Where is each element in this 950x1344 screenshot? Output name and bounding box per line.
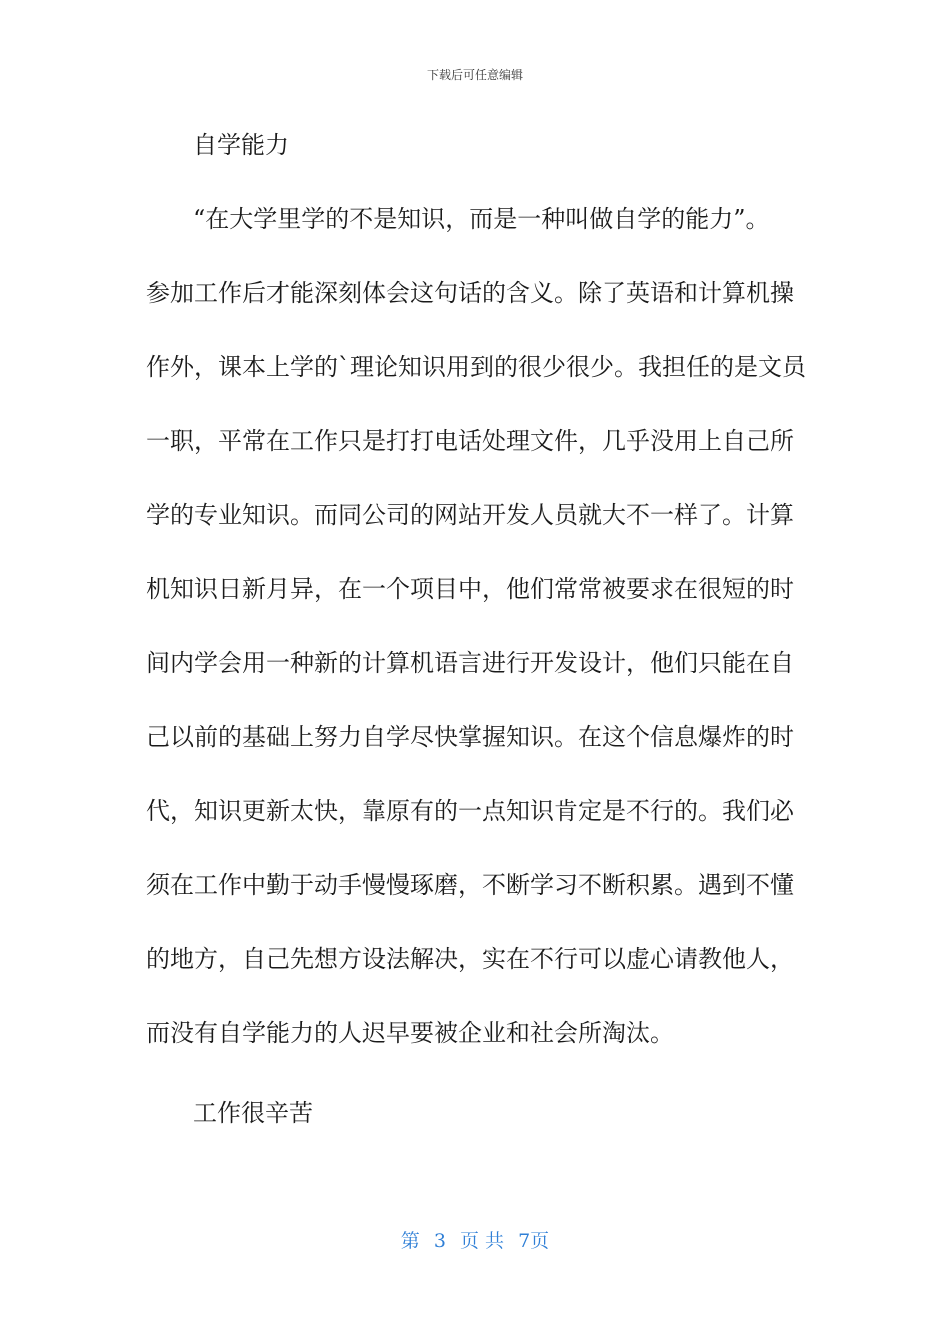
page-label-prefix: 第 <box>400 1230 420 1252</box>
paragraph-line: 须在工作中勤于动手慢慢琢磨，不断学习不断积累。遇到不懂 <box>146 871 794 899</box>
paragraph-line: 机知识日新月异，在一个项目中，他们常常被要求在很短的时 <box>146 575 794 603</box>
page-current-number: 3 <box>433 1230 446 1252</box>
page-label-mid: 页 共 <box>460 1230 505 1252</box>
paragraph-line: 一职，平常在工作只是打打电话处理文件，几乎没用上自己所 <box>146 427 794 455</box>
paragraph-line: 作外，课本上学的`理论知识用到的很少很少。我担任的是文员 <box>146 353 806 381</box>
paragraph-line: 参加工作后才能深刻体会这句话的含义。除了英语和计算机操 <box>146 279 794 307</box>
section-title-hard-work: 工作很辛苦 <box>193 1099 313 1127</box>
paragraph-line: “在大学里学的不是知识，而是一种叫做自学的能力”。 <box>193 205 770 233</box>
section-title-self-learning: 自学能力 <box>193 131 289 159</box>
page-footer <box>0 1226 950 1253</box>
paragraph-line: 学的专业知识。而同公司的网站开发人员就大不一样了。计算 <box>146 501 794 529</box>
page-header: 下载后可任意编辑 <box>426 68 523 82</box>
paragraph-line: 代，知识更新太快，靠原有的一点知识肯定是不行的。我们必 <box>146 797 794 825</box>
paragraph-line: 而没有自学能力的人迟早要被企业和社会所淘汰。 <box>146 1019 674 1047</box>
paragraph-line: 己以前的基础上努力自学尽快掌握知识。在这个信息爆炸的时 <box>146 723 794 751</box>
page-total: 7页 <box>518 1230 550 1252</box>
paragraph-line: 的地方，自己先想方设法解决，实在不行可以虚心请教他人， <box>146 945 794 973</box>
paragraph-line: 间内学会用一种新的计算机语言进行开发设计，他们只能在自 <box>146 649 794 677</box>
